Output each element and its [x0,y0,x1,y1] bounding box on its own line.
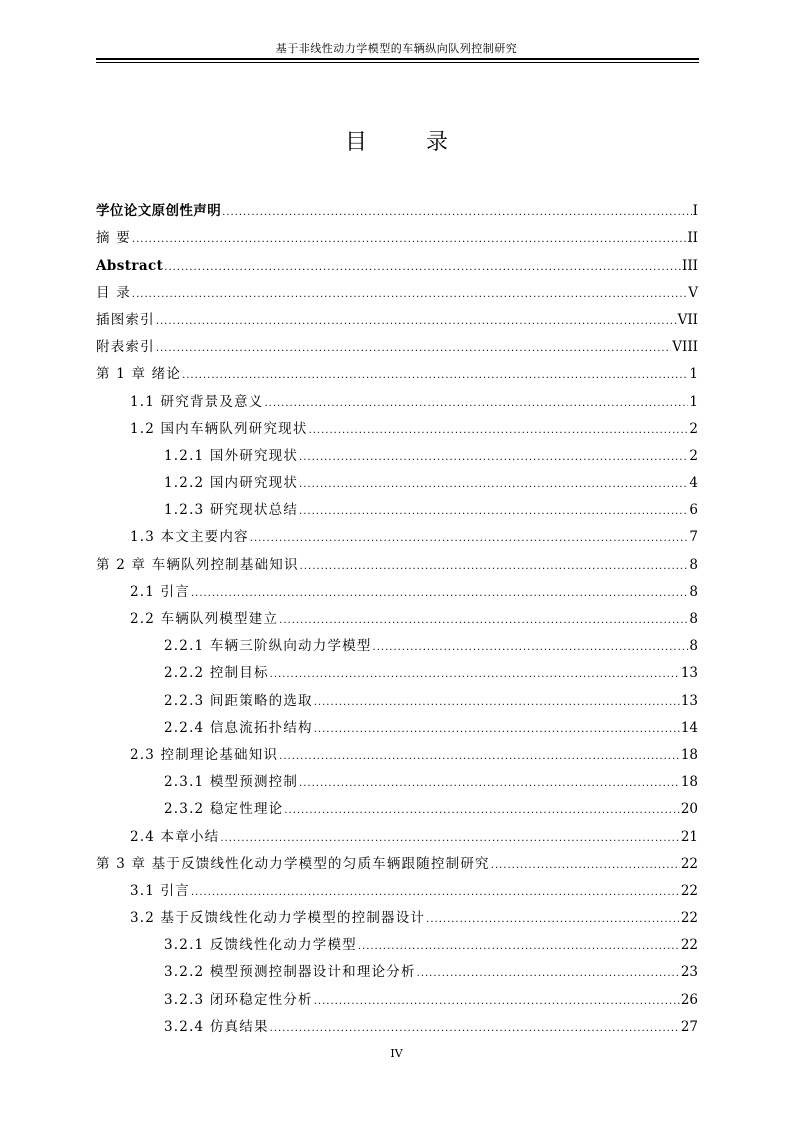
toc-leader-dots [132,233,686,247]
toc-entry[interactable] [96,818,698,845]
toc-leader-dots [299,505,688,519]
toc-entry[interactable] [96,465,698,492]
toc-leader-dots [250,532,689,546]
toc-leader-dots [222,206,692,220]
toc-entry-page: 1 [689,366,698,383]
toc-entry[interactable] [96,682,698,709]
toc-entry-page: 26 [680,991,698,1008]
toc-entry-label: 2.3.1 模型预测控制 [164,774,299,791]
toc-entry[interactable] [96,329,698,356]
toc-leader-dots [299,777,680,791]
toc-entry-page: 18 [680,746,698,763]
toc-entry-label: 第 3 章 基于反馈线性化动力学模型的匀质车辆跟随控制研究 [96,855,490,872]
toc-entry-label: 3.1 引言 [130,882,190,899]
toc-entry-page: 14 [680,719,698,736]
toc-entry-label: 第 1 章 绪论 [96,366,182,383]
table-of-contents [96,193,698,1036]
toc-leader-dots [182,369,688,383]
toc-entry[interactable] [96,438,698,465]
toc-entry-label: 3.2.2 模型预测控制器设计和理论分析 [164,964,416,981]
toc-entry-label: 1.2 国内车辆队列研究现状 [130,420,308,437]
toc-entry-label: 2.2.1 车辆三阶纵向动力学模型 [164,638,372,655]
toc-leader-dots [426,913,680,927]
toc-entry-label: 目 录 [96,284,131,301]
toc-entry-label: 2.2.4 信息流拓扑结构 [164,719,313,736]
toc-entry-page: 22 [680,882,698,899]
toc-entry-page: 4 [689,475,698,492]
toc-entry-page: 20 [680,801,698,818]
toc-leader-dots [314,995,680,1009]
toc-entry-label: 2.2.2 控制目标 [164,665,269,682]
toc-entry-page: 2 [689,420,698,437]
toc-entry-page: VII [677,311,698,328]
toc-entry[interactable] [96,383,698,410]
toc-entry-page: 7 [689,529,698,546]
toc-entry-label: 学位论文原创性声明 [96,203,222,220]
toc-entry-label: 2.1 引言 [130,583,190,600]
toc-leader-dots [164,261,681,275]
toc-entry[interactable] [96,193,698,220]
toc-entry-page: 27 [680,1018,698,1035]
toc-entry-label: 2.4 本章小结 [130,828,220,845]
toc-entry[interactable] [96,220,698,247]
toc-entry-page: 13 [680,665,698,682]
toc-entry-page: III [682,257,698,274]
toc-entry[interactable] [96,846,698,873]
toc-entry[interactable] [96,710,698,737]
toc-entry-page: 13 [680,692,698,709]
toc-entry-page: 22 [680,855,698,872]
toc-entry-page: 1 [689,393,698,410]
toc-entry[interactable] [96,873,698,900]
header-rule [96,58,699,63]
toc-entry[interactable] [96,791,698,818]
toc-leader-dots [373,641,689,655]
toc-entry-page: V [688,284,698,301]
toc-entry-label: 2.2 车辆队列模型建立 [130,611,279,627]
toc-entry[interactable] [96,302,698,329]
toc-entry[interactable] [96,492,698,519]
toc-entry[interactable] [96,655,698,682]
toc-entry[interactable] [96,900,698,927]
page-number: IV [390,1047,403,1060]
toc-entry-label: 1.3 本文主要内容 [130,529,249,546]
toc-entry[interactable] [96,764,698,791]
running-header: 基于非线性动力学模型的车辆纵向队列控制研究 [275,42,518,55]
toc-entry[interactable] [96,356,698,383]
toc-entry[interactable] [96,1009,698,1036]
toc-entry-page: 8 [689,556,698,573]
toc-entry-page: 22 [680,937,698,954]
toc-entry-page: 8 [689,638,698,655]
toc-entry-label: 3.2 基于反馈线性化动力学模型的控制器设计 [130,910,426,927]
toc-leader-dots [191,886,680,900]
toc-entry-page: 2 [689,447,698,464]
toc-leader-dots [156,315,677,329]
toc-leader-dots [314,723,680,737]
toc-entry-page: 22 [680,910,698,927]
toc-entry[interactable] [96,247,698,274]
toc-entry[interactable] [96,927,698,954]
toc-leader-dots [300,560,689,574]
toc-leader-dots [279,614,688,628]
toc-leader-dots [270,668,680,682]
toc-leader-dots [191,587,688,601]
toc-entry-page: II [687,230,698,247]
toc-leader-dots [491,859,680,873]
toc-leader-dots [314,696,680,710]
toc-leader-dots [156,342,671,356]
toc-entry-label: 3.2.4 仿真结果 [164,1018,269,1035]
toc-entry-label: 第 2 章 车辆队列控制基础知识 [96,556,299,573]
toc-entry[interactable] [96,411,698,438]
toc-entry[interactable] [96,275,698,302]
toc-leader-dots [220,832,679,846]
toc-leader-dots [132,288,687,302]
toc-entry[interactable] [96,981,698,1008]
toc-entry-page: VIII [672,339,698,356]
toc-entry-page: 21 [680,828,698,845]
toc-entry-label: 附表索引 [96,339,155,356]
toc-entry-label: Abstract [96,257,164,274]
toc-entry-page: 23 [680,964,698,981]
toc-entry-page: 8 [689,583,698,600]
toc-entry-label: 3.2.1 反馈线性化动力学模型 [164,937,357,954]
toc-leader-dots [299,478,688,492]
toc-leader-dots [270,1022,680,1036]
toc-entry-label: 2.3.2 稳定性理论 [164,801,284,818]
toc-leader-dots [264,397,688,411]
toc-entry[interactable] [96,574,698,601]
toc-entry-label: 2.2.3 间距策略的选取 [164,692,313,709]
toc-entry-label: 插图索引 [96,311,155,328]
toc-entry[interactable] [96,954,698,981]
page-title: 目 录 [345,130,474,155]
toc-entry-page: 6 [689,502,698,519]
toc-entry[interactable] [96,628,698,655]
toc-entry-label: 1.2.1 国外研究现状 [164,447,299,464]
toc-entry[interactable] [96,546,698,573]
toc-leader-dots [299,451,688,465]
toc-leader-dots [284,804,679,818]
toc-entry[interactable] [96,601,698,628]
toc-entry-label: 1.2.3 研究现状总结 [164,502,299,519]
toc-entry-label: 1.1 研究背景及意义 [130,393,264,410]
toc-entry-page: 18 [680,774,698,791]
toc-entry-page: 8 [689,611,698,627]
toc-leader-dots [358,940,680,954]
toc-entry[interactable] [96,737,698,764]
toc-leader-dots [417,967,680,981]
toc-entry-label: 摘 要 [96,230,131,247]
toc-entry-label: 1.2.2 国内研究现状 [164,475,299,492]
toc-entry-label: 3.2.3 闭环稳定性分析 [164,991,313,1008]
toc-entry-label: 2.3 控制理论基础知识 [130,746,279,763]
toc-leader-dots [279,750,680,764]
toc-entry[interactable] [96,519,698,546]
toc-leader-dots [309,424,689,438]
toc-entry-page: I [692,203,698,220]
